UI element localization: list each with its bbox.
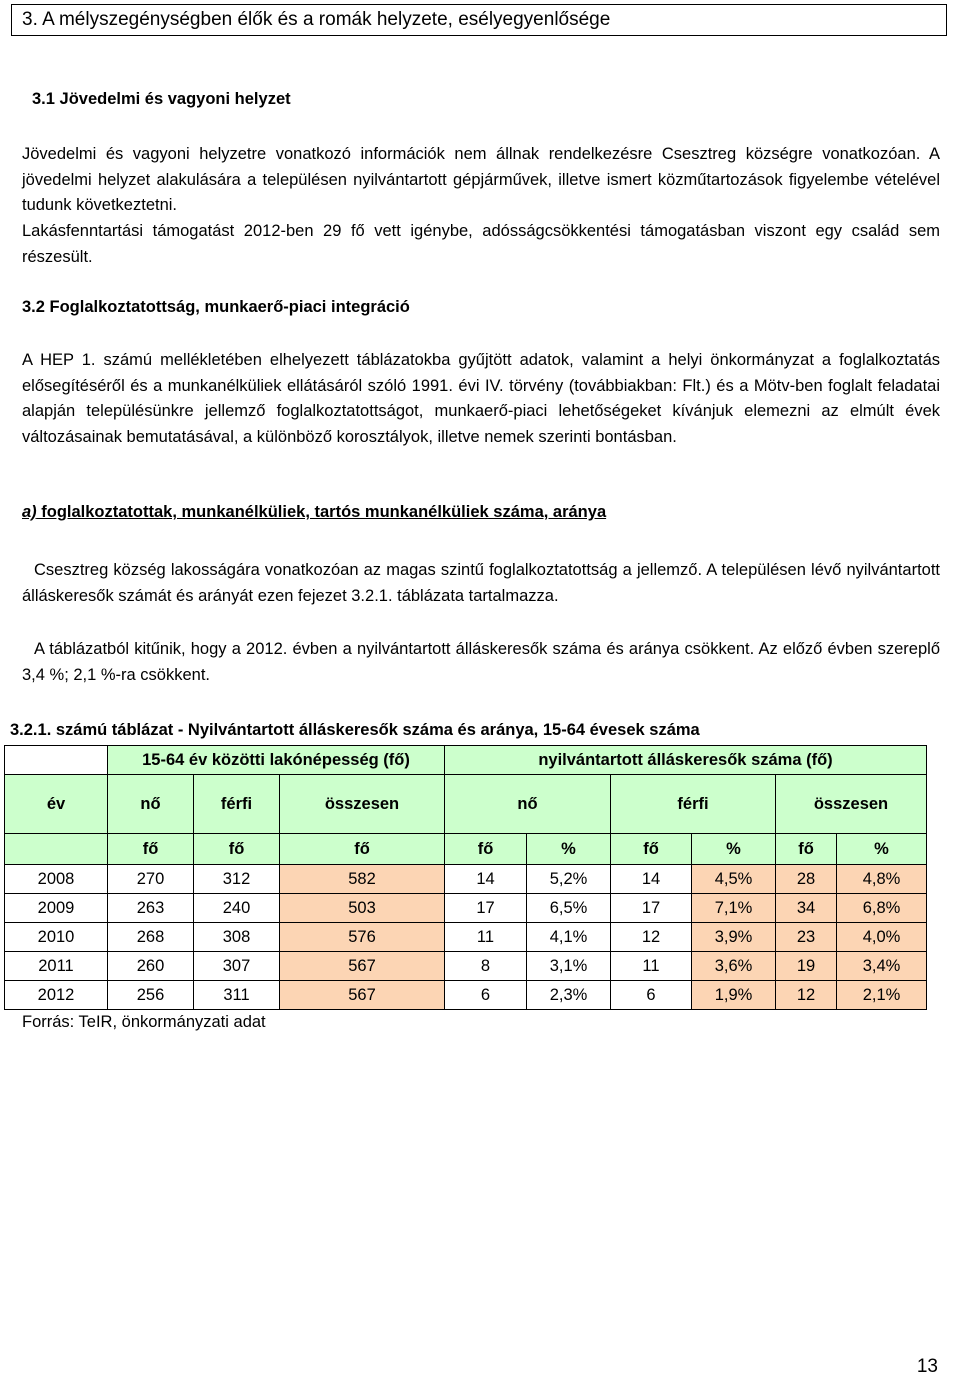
table-source-note: Forrás: TeIR, önkormányzati adat xyxy=(22,1013,266,1031)
header-year: év xyxy=(5,775,108,834)
cell-highlight: 19 xyxy=(776,952,837,981)
unit-cell: fő xyxy=(194,834,280,865)
cell-highlight: 1,9% xyxy=(692,981,776,1010)
unit-cell: fő xyxy=(280,834,445,865)
page-number: 13 xyxy=(916,1356,938,1377)
header-unit-empty xyxy=(5,834,108,865)
table-row xyxy=(5,952,927,981)
cell-year: 2011 xyxy=(5,952,108,981)
cell: 17 xyxy=(445,894,527,923)
cell: 263 xyxy=(108,894,194,923)
cell: 11 xyxy=(445,923,527,952)
subsection-title: foglalkoztatottak, munkanélküliek, tartós munkanélküliek száma, aránya xyxy=(36,503,607,521)
cell: 11 xyxy=(611,952,692,981)
table-row xyxy=(5,894,927,923)
cell-highlight: 576 xyxy=(280,923,445,952)
unit-cell: % xyxy=(692,834,776,865)
header-corner xyxy=(5,746,108,775)
cell-highlight: 34 xyxy=(776,894,837,923)
cell: 3,1% xyxy=(527,952,611,981)
cell: 6 xyxy=(445,981,527,1010)
cell: 12 xyxy=(611,923,692,952)
cell-year: 2012 xyxy=(5,981,108,1010)
unit-cell: fő xyxy=(611,834,692,865)
table-row xyxy=(5,981,927,1010)
cell-highlight: 7,1% xyxy=(692,894,776,923)
cell: 312 xyxy=(194,865,280,894)
cell-year: 2008 xyxy=(5,865,108,894)
cell-highlight: 3,6% xyxy=(692,952,776,981)
cell: 268 xyxy=(108,923,194,952)
cell-highlight: 3,4% xyxy=(837,952,927,981)
cell: 2,3% xyxy=(527,981,611,1010)
cell-highlight: 4,5% xyxy=(692,865,776,894)
cell: 8 xyxy=(445,952,527,981)
header-js-female: nő xyxy=(445,775,611,834)
table-header-unit-row xyxy=(5,834,927,865)
unit-cell: % xyxy=(837,834,927,865)
paragraph-employment-level: Csesztreg község lakosságára vonatkozóan az magas szintű foglalkoztatottság a jellemző. A településen lévő nyilvántartott álláskeresők számát és arányát ezen fejezet 3.2.1. táblázata tartalmazza. xyxy=(22,561,940,605)
cell-highlight: 28 xyxy=(776,865,837,894)
header-jobseekers-group: nyilvántartott álláskeresők száma (fő) xyxy=(445,746,927,775)
paragraph-table-summary: A táblázatból kitűnik, hogy a 2012. évben a nyilvántartott álláskeresők száma és aránya csökkent. Az előző évben szereplő 3,4 %; 2,1 %-ra csökkent. xyxy=(22,640,940,684)
unit-cell: % xyxy=(527,834,611,865)
cell: 308 xyxy=(194,923,280,952)
cell-highlight: 582 xyxy=(280,865,445,894)
cell-highlight: 4,0% xyxy=(837,923,927,952)
cell: 4,1% xyxy=(527,923,611,952)
unit-cell: fő xyxy=(445,834,527,865)
header-js-male: férfi xyxy=(611,775,776,834)
cell-highlight: 12 xyxy=(776,981,837,1010)
table-row xyxy=(5,865,927,894)
table-header-group-row xyxy=(5,746,927,775)
subsection-heading-a xyxy=(22,503,606,522)
cell-year: 2009 xyxy=(5,894,108,923)
jobseekers-table xyxy=(4,745,927,1010)
chapter-title: 3. A mélyszegénységben élők és a romák helyzete, esélyegyenlősége xyxy=(11,4,947,36)
header-population-group: 15-64 év közötti lakónépesség (fő) xyxy=(108,746,445,775)
cell: 17 xyxy=(611,894,692,923)
table-title: 3.2.1. számú táblázat - Nyilvántartott álláskeresők száma és aránya, 15-64 évesek száma xyxy=(10,721,700,739)
cell-highlight: 23 xyxy=(776,923,837,952)
cell-highlight: 503 xyxy=(280,894,445,923)
cell-year: 2010 xyxy=(5,923,108,952)
header-pop-male: férfi xyxy=(194,775,280,834)
section-heading-3-1: 3.1 Jövedelmi és vagyoni helyzet xyxy=(32,90,291,108)
cell: 14 xyxy=(611,865,692,894)
cell-highlight: 3,9% xyxy=(692,923,776,952)
cell: 270 xyxy=(108,865,194,894)
cell: 311 xyxy=(194,981,280,1010)
section-heading-3-2: 3.2 Foglalkoztatottság, munkaerő-piaci integráció xyxy=(22,298,410,316)
header-js-total: összesen xyxy=(776,775,927,834)
cell: 260 xyxy=(108,952,194,981)
cell: 307 xyxy=(194,952,280,981)
cell: 256 xyxy=(108,981,194,1010)
header-pop-total: összesen xyxy=(280,775,445,834)
paragraph-housing-support: Lakásfenntartási támogatást 2012-ben 29 fő vett igénybe, adósságcsökkentési támogatásban viszont egy család sem részesült. xyxy=(22,222,940,266)
table-header-column-row xyxy=(5,775,927,834)
cell-highlight: 6,8% xyxy=(837,894,927,923)
cell-highlight: 2,1% xyxy=(837,981,927,1010)
header-pop-female: nő xyxy=(108,775,194,834)
cell: 5,2% xyxy=(527,865,611,894)
cell: 14 xyxy=(445,865,527,894)
cell-highlight: 4,8% xyxy=(837,865,927,894)
cell-highlight: 567 xyxy=(280,952,445,981)
table-row xyxy=(5,923,927,952)
cell: 6,5% xyxy=(527,894,611,923)
cell: 240 xyxy=(194,894,280,923)
cell: 6 xyxy=(611,981,692,1010)
cell-highlight: 567 xyxy=(280,981,445,1010)
paragraph-employment-analysis: A HEP 1. számú mellékletében elhelyezett táblázatokba gyűjtött adatok, valamint a helyi önkormányzat a foglalkoztatás elősegítéséről és a munkanélküliek ellátásáról szóló 1991. évi IV. törvény (továbbiakban: Flt.) és a Mötv-ben foglalt feladatai alapján településünkre jellemző foglalkoztatottságot, munkaerő-piaci lehetőségeket kívánjuk elemezni az elmúlt évek változásainak bemutatásával, a különböző korosztályok, illetve nemek szerinti bontásban. xyxy=(22,351,940,446)
unit-cell: fő xyxy=(108,834,194,865)
paragraph-income-info: Jövedelmi és vagyoni helyzetre vonatkozó információk nem állnak rendelkezésre Csesztreg községre vonatkozóan. A jövedelmi helyzet alakulására a településen nyilvántartott gépjárművek, illetve ismert közműtartozások figyelembe vételével tudunk következtetni. xyxy=(22,145,940,214)
unit-cell: fő xyxy=(776,834,837,865)
subsection-letter: a) xyxy=(22,503,37,521)
